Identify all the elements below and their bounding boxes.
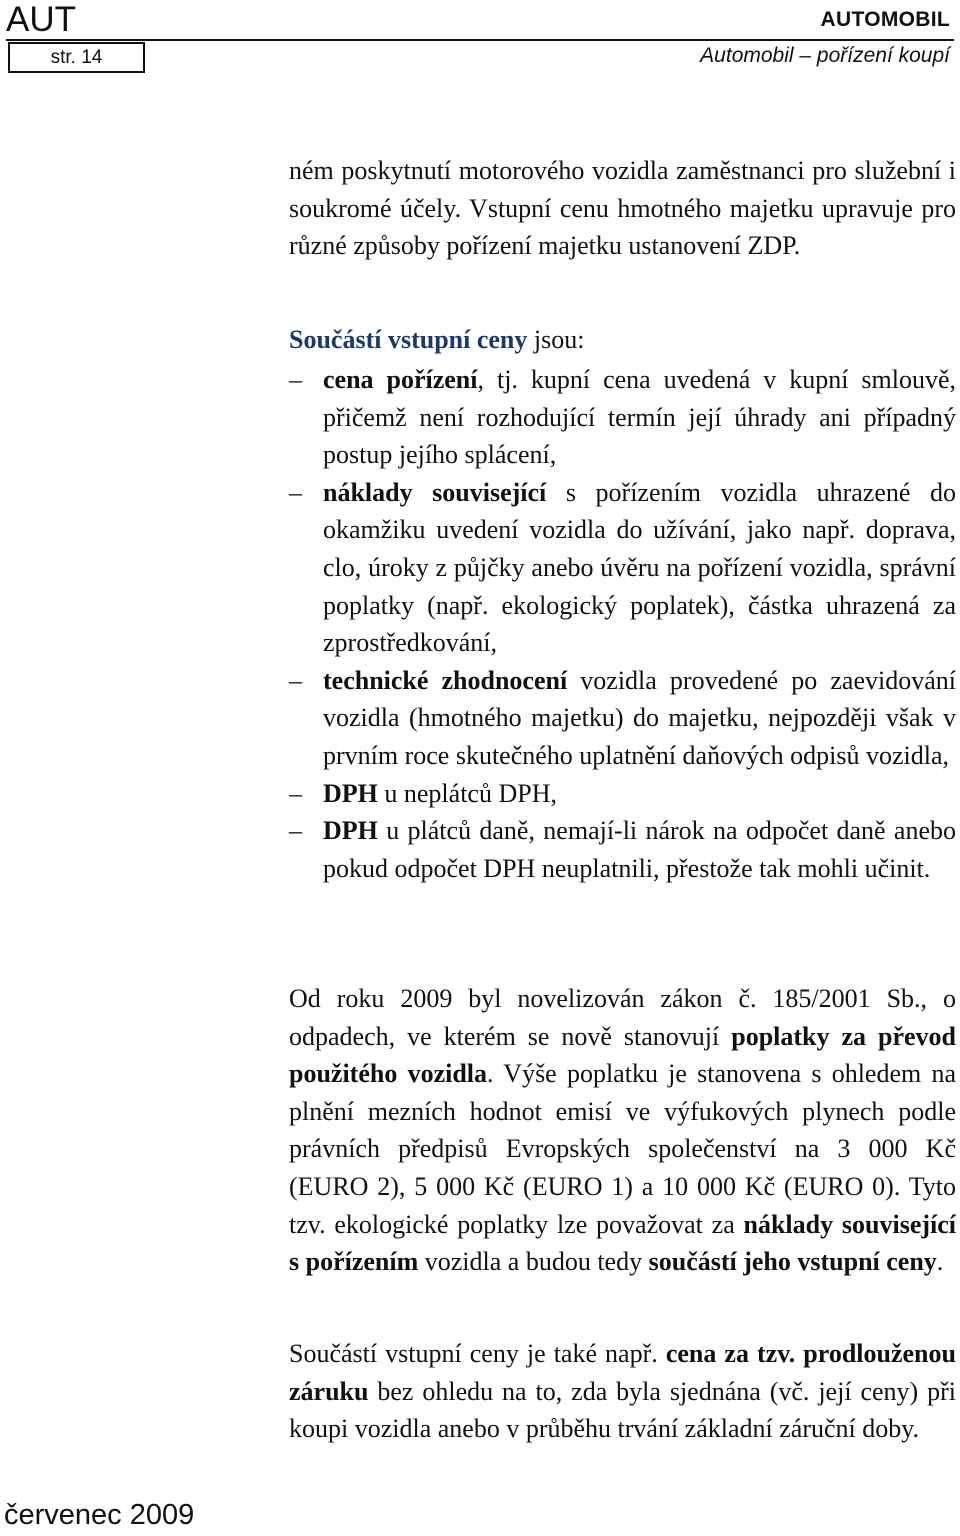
list-item-text: vozidla provedené po zaevidování vozidla (hmotného majetku) do majetku, nejpozději však v prvním roce skutečného uplatnění daňových odpisů vozidla, <box>323 665 956 770</box>
section-title: AUTOMOBIL <box>820 8 950 31</box>
text-run: vozidla a budou tedy <box>418 1247 649 1277</box>
text-run: . Výše poplatku je stanovena s ohledem na plnění mezních hodnot emisí ve výfukových plynech podle právních předpisů Evropských společenství na 3 000 Kč (EURO 2), 5 000 Kč (EURO 1) a 10 000 Kč (EURO 0). Tyto tzv. ekologické poplatky lze považovat za <box>289 1059 956 1239</box>
list-item-bold: DPH <box>323 778 378 808</box>
list-item-bold: cena pořízení <box>323 365 478 394</box>
list-item-text: u plátců daně, nemají-li nárok na odpočet daně anebo pokud odpočet DPH neuplatnili, přestože tak mohli učinit. <box>323 816 956 883</box>
list-item-text: , tj. kupní cena uvedená v kupní smlouvě, přičemž není rozhodující termín její úhrady ani případný postup jejího splácení, <box>323 365 956 470</box>
lead-paragraph <box>289 152 956 265</box>
intro-line <box>289 321 956 359</box>
list-dash: – <box>289 816 302 846</box>
bold-run: cena za tzv. prodlouženou záruku <box>289 1339 956 1406</box>
text-run: Součástí vstupní ceny je také např. <box>289 1339 666 1368</box>
footer-date: červenec 2009 <box>4 1499 195 1531</box>
intro-bold: Součástí vstupní ceny <box>289 325 528 354</box>
bold-run: poplatky za převod použitého vozidla <box>289 1021 956 1089</box>
bold-run: náklady související s pořízením <box>289 1209 956 1277</box>
text-run: Od roku 2009 byl novelizován zákon č. 185/2001 Sb., o odpadech, ve kterém se nově stanovují <box>289 984 956 1051</box>
list-item-bold: DPH <box>323 816 378 846</box>
bold-run: součástí jeho vstupní ceny <box>648 1247 937 1277</box>
warranty-paragraph <box>289 1335 956 1448</box>
list-item-bold: technické zhodnocení <box>323 665 568 695</box>
components-list <box>289 361 956 887</box>
publication-logo: AUT <box>6 0 76 39</box>
list-item <box>289 361 956 474</box>
list-item <box>289 812 956 887</box>
page-number: str. 14 <box>8 42 145 73</box>
list-item-text: s pořízením vozidla uhrazené do okamžiku uvedení vozidla do užívání, jako např. doprava, clo, úroky z půjčky anebo úvěru na pořízení vozidla, správní poplatky (např. ekologický poplatek), částka uhrazená za zprostředkování, <box>323 477 956 658</box>
lead-text: ném poskytnutí motorového vozidla zaměstnanci pro služební i soukromé účely. Vstupní cenu hmotného majetku upravuje pro různé způsoby pořízení majetku ustanovení ZDP. <box>289 156 956 261</box>
list-item <box>289 662 956 775</box>
text-run: . <box>936 1247 944 1277</box>
list-dash: – <box>289 477 302 507</box>
header-rule <box>6 39 954 41</box>
intro-rest: jsou: <box>527 325 585 354</box>
running-title: Automobil – pořízení koupí <box>700 44 950 67</box>
list-item <box>289 775 956 813</box>
fee-paragraph <box>289 980 956 1281</box>
list-dash: – <box>289 665 302 695</box>
list-item <box>289 474 956 662</box>
list-dash: – <box>289 778 302 808</box>
list-item-text: u neplátců DPH, <box>377 778 557 808</box>
list-dash: – <box>289 365 302 394</box>
text-run: bez ohledu na to, zda byla sjednána (vč. její ceny) při koupi vozidla anebo v průběhu trvání základní záruční doby. <box>289 1376 956 1444</box>
list-item-bold: náklady související <box>323 477 547 507</box>
